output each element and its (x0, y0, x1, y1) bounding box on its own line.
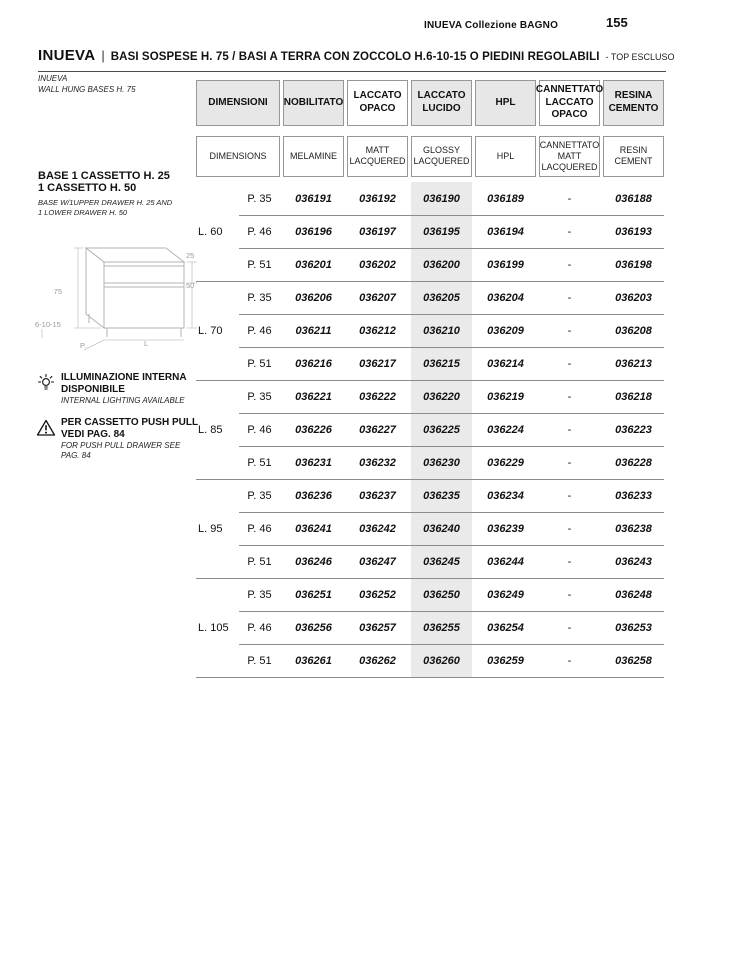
title-separator: | (101, 48, 105, 63)
code-empty: - (567, 390, 572, 403)
depth-label: P. 51 (247, 357, 272, 370)
row-divider (196, 479, 664, 480)
code-empty: - (567, 258, 572, 271)
product-code: 036230 (411, 446, 472, 479)
product-code: 036192 (359, 192, 396, 205)
product-code: 036244 (487, 555, 524, 568)
length-label: L. 60 (198, 225, 223, 238)
depth-label: P. 51 (247, 654, 272, 667)
length-label (196, 380, 236, 413)
length-label (196, 644, 236, 677)
column-subheader-cannettato-matt-lacquered: CANNETTATO MATT LACQUERED (539, 136, 600, 178)
column-subheader-matt-lacquered: MATT LACQUERED (347, 136, 408, 178)
product-code: 036195 (411, 215, 472, 248)
product-code: 036232 (359, 456, 396, 469)
product-code: 036226 (295, 423, 332, 436)
page-number: 155 (606, 15, 628, 30)
product-code: 036258 (615, 654, 652, 667)
length-label (196, 248, 236, 281)
column-header-resina-cemento: RESINA CEMENTO (603, 80, 664, 126)
length-label (196, 578, 236, 611)
product-description (38, 170, 196, 218)
product-code: 036216 (295, 357, 332, 370)
depth-label: P. 35 (247, 489, 272, 502)
column-subheader-resin-cement: RESIN CEMENT (603, 136, 664, 178)
product-code: 036227 (359, 423, 396, 436)
note-push-pull (36, 417, 204, 462)
product-code: 036197 (359, 225, 396, 238)
cabinet-technical-drawing (34, 226, 202, 356)
code-empty: - (567, 423, 572, 436)
series-subtitle (38, 74, 136, 96)
code-empty: - (567, 621, 572, 634)
product-code: 036236 (295, 489, 332, 502)
column-header-nobilitato: NOBILITATO (283, 80, 344, 126)
product-code: 036245 (411, 545, 472, 578)
table-row-l-70-p-51 (196, 347, 664, 380)
product-code: 036234 (487, 489, 524, 502)
product-code: 036248 (615, 588, 652, 601)
depth-label: P. 35 (247, 588, 272, 601)
depth-label: P. 46 (247, 225, 272, 238)
table-row-l-85-p-46 (196, 413, 664, 446)
table-body (196, 182, 664, 678)
product-code: 036224 (487, 423, 524, 436)
product-code: 036212 (359, 324, 396, 337)
row-divider (239, 413, 664, 414)
section-title: BASI SOSPESE H. 75 / BASI A TERRA CON ZOCCOLO H.6-10-15 O PIEDINI REGOLABILI (110, 51, 600, 63)
table-row-l-105-p-51 (196, 644, 664, 677)
column-subheader-hpl: HPL (475, 136, 536, 178)
table-row-l-95-p-51 (196, 545, 664, 578)
code-empty: - (567, 456, 572, 469)
row-divider (239, 314, 664, 315)
depth-label: P. 51 (247, 258, 272, 271)
table-row-l-95-p-46 (196, 512, 664, 545)
note-title-line: DISPONIBILE (61, 384, 125, 395)
table-row-l-85-p-51 (196, 446, 664, 479)
series-line-1: INUEVA (38, 74, 68, 83)
product-code: 036200 (411, 248, 472, 281)
depth-label: P. 51 (247, 456, 272, 469)
product-code: 036210 (411, 314, 472, 347)
note-subtitle-line: FOR PUSH PULL DRAWER SEE (61, 441, 181, 450)
product-code: 036235 (411, 479, 472, 512)
column-header-laccato-opaco: LACCATO OPACO (347, 80, 408, 126)
product-code: 036253 (615, 621, 652, 634)
product-code: 036231 (295, 456, 332, 469)
product-subtitle-line-2: 1 LOWER DRAWER H. 50 (38, 208, 128, 218)
product-code: 036198 (615, 258, 652, 271)
product-code: 036189 (487, 192, 524, 205)
table-header-row-italian (196, 80, 664, 126)
product-code: 036207 (359, 291, 396, 304)
column-header-hpl: HPL (475, 80, 536, 126)
code-empty: - (567, 225, 572, 238)
note-title-line: VEDI PAG. 84 (61, 429, 125, 440)
length-label: L. 105 (198, 621, 229, 634)
product-code: 036233 (615, 489, 652, 502)
column-header-dimensioni: DIMENSIONI (196, 80, 280, 126)
code-empty: - (567, 489, 572, 502)
product-code: 036206 (295, 291, 332, 304)
product-code: 036196 (295, 225, 332, 238)
table-row-l-70-p-46 (196, 314, 664, 347)
product-code: 036256 (295, 621, 332, 634)
dim-label-length: L (144, 339, 149, 348)
table-row-l-105-p-35 (196, 578, 664, 611)
table-row-l-85-p-35 (196, 380, 664, 413)
product-code: 036221 (295, 390, 332, 403)
product-code: 036201 (295, 258, 332, 271)
product-code: 036204 (487, 291, 524, 304)
length-label (196, 281, 236, 314)
product-code: 036208 (615, 324, 652, 337)
product-code: 036261 (295, 654, 332, 667)
row-divider (239, 644, 664, 645)
code-empty: - (567, 324, 572, 337)
product-code: 036251 (295, 588, 332, 601)
code-empty: - (567, 192, 572, 205)
title-suffix: - TOP ESCLUSO (605, 52, 675, 62)
length-label (196, 182, 236, 215)
product-code: 036214 (487, 357, 524, 370)
length-label (196, 479, 236, 512)
row-divider (196, 578, 664, 579)
dim-label-25: 25 (186, 251, 195, 260)
series-line-2: WALL HUNG BASES H. 75 (38, 84, 136, 94)
product-code: 036246 (295, 555, 332, 568)
product-code: 036255 (411, 611, 472, 644)
table-row-l-60-p-35 (196, 182, 664, 215)
section-title-bar (38, 47, 675, 72)
brand-title: INUEVA (38, 47, 96, 64)
product-code: 036257 (359, 621, 396, 634)
product-code: 036209 (487, 324, 524, 337)
product-code: 036193 (615, 225, 652, 238)
product-code: 036250 (411, 578, 472, 611)
product-code: 036188 (615, 192, 652, 205)
product-code: 036225 (411, 413, 472, 446)
depth-label: P. 46 (247, 324, 272, 337)
dim-label-depth: P. (80, 341, 87, 350)
code-empty: - (567, 555, 572, 568)
depth-label: P. 51 (247, 555, 272, 568)
product-code: 036194 (487, 225, 524, 238)
note-title-line: ILLUMINAZIONE INTERNA (61, 372, 187, 383)
length-label: L. 70 (198, 324, 223, 337)
row-divider (239, 347, 664, 348)
product-title-line-1: BASE 1 CASSETTO H. 25 (38, 170, 170, 182)
length-label: L. 95 (198, 522, 223, 535)
product-code: 036223 (615, 423, 652, 436)
code-empty: - (567, 588, 572, 601)
length-label (196, 545, 236, 578)
product-code: 036218 (615, 390, 652, 403)
product-code: 036262 (359, 654, 396, 667)
row-divider (239, 446, 664, 447)
product-subtitle-line-1: BASE W/1UPPER DRAWER H. 25 AND (38, 198, 173, 208)
product-code: 036241 (295, 522, 332, 535)
table-row-l-70-p-35 (196, 281, 664, 314)
column-subheader-melamine: MELAMINE (283, 136, 344, 178)
note-title-line: PER CASSETTO PUSH PULL (61, 417, 199, 428)
product-code: 036217 (359, 357, 396, 370)
depth-label: P. 35 (247, 192, 272, 205)
product-code: 036242 (359, 522, 396, 535)
code-empty: - (567, 654, 572, 667)
row-divider (239, 215, 664, 216)
product-code: 036228 (615, 456, 652, 469)
row-divider (239, 512, 664, 513)
product-code: 036238 (615, 522, 652, 535)
dim-label-50: 50 (186, 281, 195, 290)
product-code: 036259 (487, 654, 524, 667)
column-header-laccato-lucido: LACCATO LUCIDO (411, 80, 472, 126)
row-divider (196, 281, 664, 282)
product-code: 036247 (359, 555, 396, 568)
product-code: 036243 (615, 555, 652, 568)
column-subheader-dimensions: DIMENSIONS (196, 136, 280, 178)
cabinet-front-face (104, 262, 184, 328)
code-empty: - (567, 357, 572, 370)
product-code: 036220 (411, 380, 472, 413)
note-subtitle-line: PAG. 84 (61, 451, 91, 461)
table-header-row-english (196, 136, 664, 178)
product-code: 036222 (359, 390, 396, 403)
row-divider (239, 545, 664, 546)
table-row-l-60-p-51 (196, 248, 664, 281)
depth-label: P. 46 (247, 423, 272, 436)
note-subtitle-line: INTERNAL LIGHTING AVAILABLE (61, 396, 185, 405)
code-empty: - (567, 291, 572, 304)
row-divider (239, 248, 664, 249)
length-label (196, 446, 236, 479)
product-code: 036249 (487, 588, 524, 601)
dim-label-plinth: 6-10-15 (35, 320, 61, 329)
dim-label-75: 75 (53, 287, 62, 296)
table-row-l-95-p-35 (196, 479, 664, 512)
product-code: 036191 (295, 192, 332, 205)
product-code: 036237 (359, 489, 396, 502)
code-empty: - (567, 522, 572, 535)
row-divider (196, 380, 664, 381)
product-code: 036205 (411, 281, 472, 314)
depth-label: P. 46 (247, 621, 272, 634)
product-code: 036199 (487, 258, 524, 271)
product-code: 036202 (359, 258, 396, 271)
product-code: 036240 (411, 512, 472, 545)
product-code: 036239 (487, 522, 524, 535)
product-code: 036211 (295, 324, 332, 337)
product-code: 036215 (411, 347, 472, 380)
length-label: L. 85 (198, 423, 223, 436)
product-code: 036203 (615, 291, 652, 304)
length-label (196, 347, 236, 380)
table-row-l-105-p-46 (196, 611, 664, 644)
column-subheader-glossy-lacquered: GLOSSY LACQUERED (411, 136, 472, 178)
product-codes-table (196, 80, 664, 678)
table-row-l-60-p-46 (196, 215, 664, 248)
column-header-cannettato-laccato-opaco: CANNETTATO LACCATO OPACO (539, 80, 600, 126)
depth-label: P. 35 (247, 390, 272, 403)
depth-label: P. 46 (247, 522, 272, 535)
warning-icon (36, 418, 56, 438)
product-code: 036254 (487, 621, 524, 634)
product-code: 036229 (487, 456, 524, 469)
product-title-line-2: 1 CASSETTO H. 50 (38, 182, 137, 195)
product-code: 036252 (359, 588, 396, 601)
running-title: INUEVA Collezione BAGNO (424, 20, 559, 31)
note-internal-lighting (36, 372, 204, 406)
product-code: 036190 (411, 182, 472, 215)
product-code: 036260 (411, 644, 472, 677)
row-divider (239, 611, 664, 612)
product-code: 036219 (487, 390, 524, 403)
light-icon (36, 373, 56, 393)
product-code: 036213 (615, 357, 652, 370)
depth-label: P. 35 (247, 291, 272, 304)
